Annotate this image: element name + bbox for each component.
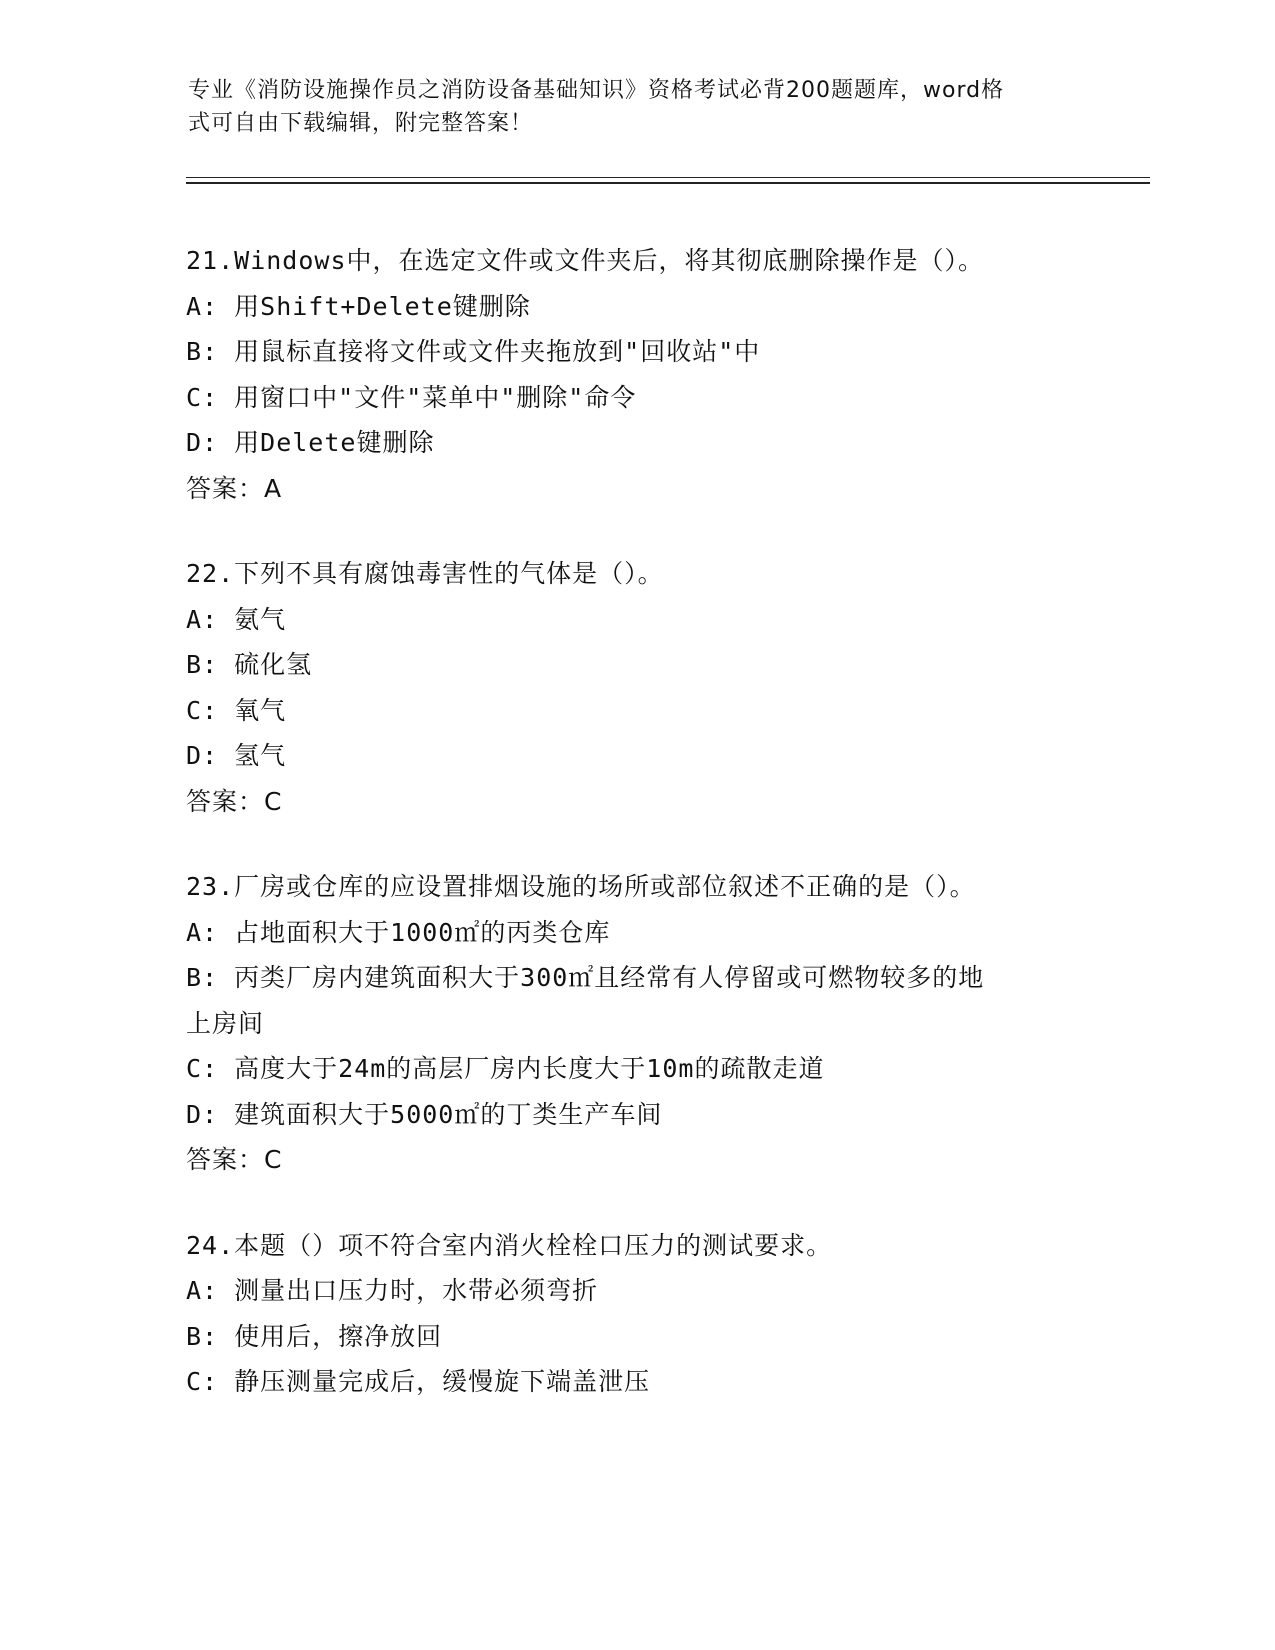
question-stem: 21.Windows中，在选定文件或文件夹后，将其彻底删除操作是（）。 xyxy=(186,246,985,275)
option-a: A: 测量出口压力时，水带必须弯折 xyxy=(186,1276,599,1305)
option-a: A: 用Shift+Delete键删除 xyxy=(186,291,531,321)
question-stem: 24.本题（）项不符合室内消火栓栓口压力的测试要求。 xyxy=(186,1230,833,1260)
question-24 xyxy=(186,1223,1086,1405)
answer-line: 答案：C xyxy=(186,786,283,816)
header-divider xyxy=(186,177,1150,184)
option-d: D: 建筑面积大于5000㎡的丁类生产车间 xyxy=(186,1099,663,1129)
option-d: D: 用Delete键删除 xyxy=(186,428,435,457)
option-c: C: 用窗口中"文件"菜单中"删除"命令 xyxy=(186,382,637,412)
answer-line: 答案：C xyxy=(186,1145,283,1174)
document-header xyxy=(188,74,1068,140)
option-c: C: 氧气 xyxy=(186,695,287,725)
option-b: B: 用鼠标直接将文件或文件夹拖放到"回收站"中 xyxy=(186,337,761,366)
option-a: A: 占地面积大于1000㎡的丙类仓库 xyxy=(186,917,611,947)
option-a: A: 氨气 xyxy=(186,604,287,634)
option-c: C: 静压测量完成后，缓慢旋下端盖泄压 xyxy=(186,1367,651,1396)
header-line-1: 专业《消防设施操作员之消防设备基础知识》资格考试必背200题题库，word格 xyxy=(188,78,1005,103)
question-22 xyxy=(186,551,1086,824)
question-21 xyxy=(186,238,1086,511)
option-b: B: 使用后，擦净放回 xyxy=(186,1321,443,1351)
option-b: B: 丙类厂房内建筑面积大于300㎡且经常有人停留或可燃物较多的地 xyxy=(186,963,985,992)
option-b-continued: 上房间 xyxy=(186,1008,265,1038)
header-line-2: 式可自由下载编辑，附完整答案！ xyxy=(188,111,534,136)
option-d: D: 氢气 xyxy=(186,741,287,770)
question-23 xyxy=(186,864,1086,1183)
question-stem: 23.厂房或仓库的应设置排烟设施的场所或部位叙述不正确的是（）。 xyxy=(186,872,976,901)
answer-line: 答案：A xyxy=(186,473,283,503)
option-b: B: 硫化氢 xyxy=(186,650,313,679)
option-c: C: 高度大于24m的高层厂房内长度大于10m的疏散走道 xyxy=(186,1054,825,1083)
question-list xyxy=(186,238,1086,1445)
question-stem: 22.下列不具有腐蚀毒害性的气体是（）。 xyxy=(186,559,664,588)
